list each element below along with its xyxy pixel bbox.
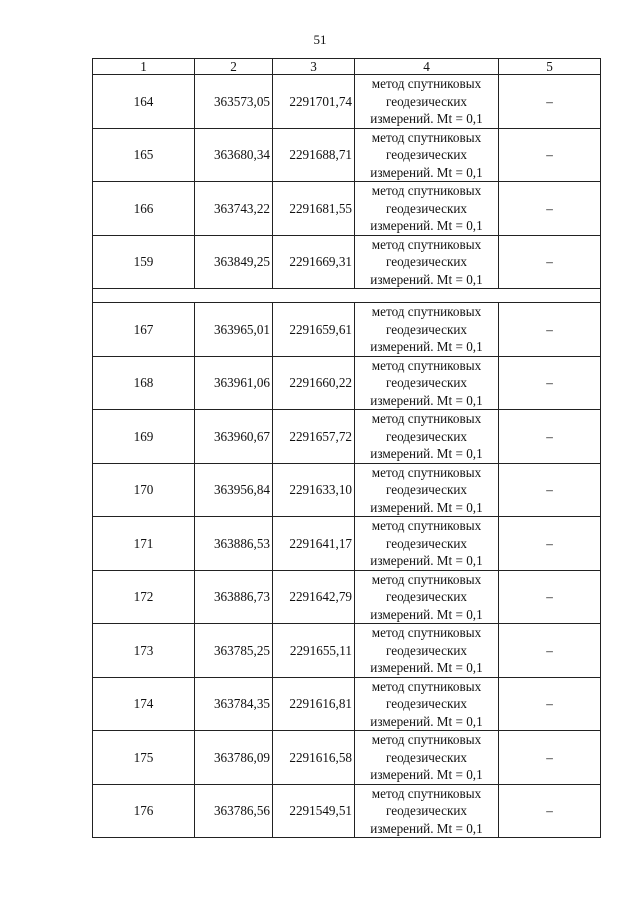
x-coordinate-cell: 363961,06 [195, 356, 273, 410]
note-cell: – [499, 731, 601, 785]
note-cell: – [499, 570, 601, 624]
note-cell: – [499, 128, 601, 182]
method-line: измерений. Mt = 0,1 [370, 606, 483, 622]
method-line: измерений. Mt = 0,1 [370, 499, 483, 515]
y-coordinate-cell: 2291669,31 [273, 235, 355, 289]
point-number-cell: 175 [93, 731, 195, 785]
y-coordinate-cell: 2291655,11 [273, 624, 355, 678]
table-row [93, 182, 601, 236]
point-number-cell: 167 [93, 303, 195, 357]
point-number-cell: 174 [93, 677, 195, 731]
column-header: 1 [93, 59, 195, 75]
method-cell [355, 182, 499, 236]
method-line: метод спутниковых [371, 625, 482, 640]
table-row [93, 517, 601, 571]
y-coordinate-cell: 2291657,72 [273, 410, 355, 464]
y-coordinate-cell: 2291616,58 [273, 731, 355, 785]
method-cell [355, 677, 499, 731]
header-row [93, 59, 601, 75]
note-cell: – [499, 410, 601, 464]
method-line: геодезических [385, 93, 468, 109]
method-line: геодезических [385, 482, 468, 497]
point-number-cell: 164 [93, 75, 195, 129]
table-row [93, 235, 601, 289]
x-coordinate-cell: 363960,67 [195, 410, 273, 464]
page-number: 51 [313, 32, 327, 47]
x-coordinate-cell: 363786,09 [195, 731, 273, 785]
method-line: метод спутниковых [371, 236, 482, 252]
method-line: метод спутниковых [371, 411, 482, 426]
y-coordinate-cell: 2291642,79 [273, 570, 355, 624]
point-number-cell: 170 [93, 463, 195, 517]
table-row [93, 570, 601, 624]
coordinates-table [92, 58, 601, 838]
method-line: геодезических [385, 254, 468, 269]
method-line: геодезических [385, 696, 468, 711]
method-line: метод спутниковых [371, 732, 482, 747]
x-coordinate-cell: 363784,35 [195, 677, 273, 731]
method-line: измерений. Mt = 0,1 [370, 713, 483, 729]
method-line: измерений. Mt = 0,1 [370, 339, 483, 354]
table-row [93, 75, 601, 129]
table-row [93, 410, 601, 464]
method-line: метод спутниковых [371, 518, 482, 533]
y-coordinate-cell: 2291616,81 [273, 677, 355, 731]
point-number-cell: 173 [93, 624, 195, 678]
point-number-cell: 166 [93, 182, 195, 236]
point-number-cell: 169 [93, 410, 195, 464]
point-number-cell: 168 [93, 356, 195, 410]
y-coordinate-cell: 2291681,55 [273, 182, 355, 236]
point-number-cell: 172 [93, 570, 195, 624]
table-row [93, 463, 601, 517]
point-number-cell: 159 [93, 235, 195, 289]
table-row [93, 303, 601, 357]
y-coordinate-cell: 2291633,10 [273, 463, 355, 517]
x-coordinate-cell: 363886,53 [195, 517, 273, 571]
note-cell: – [499, 463, 601, 517]
x-coordinate-cell: 363786,56 [195, 784, 273, 838]
x-coordinate-cell: 363886,73 [195, 570, 273, 624]
method-line: метод спутниковых [371, 304, 482, 319]
method-line: геодезических [385, 589, 468, 604]
point-number-cell: 165 [93, 128, 195, 182]
column-header: 3 [273, 59, 355, 75]
method-cell [355, 517, 499, 571]
note-cell: – [499, 624, 601, 678]
method-line: метод спутниковых [371, 571, 482, 587]
method-cell [355, 463, 499, 517]
note-cell: – [499, 677, 601, 731]
y-coordinate-cell: 2291549,51 [273, 784, 355, 838]
table-body [93, 59, 601, 838]
method-line: метод спутниковых [371, 678, 482, 694]
method-line: метод спутниковых [371, 464, 482, 480]
method-line: геодезических [385, 749, 468, 765]
note-cell: – [499, 182, 601, 236]
method-cell [355, 356, 499, 410]
method-line: метод спутниковых [371, 129, 482, 145]
method-line: геодезических [385, 200, 468, 216]
column-header: 2 [195, 59, 273, 75]
method-line: геодезических [385, 428, 468, 444]
method-cell [355, 570, 499, 624]
method-line: метод спутниковых [371, 357, 482, 373]
method-line: метод спутниковых [371, 76, 482, 91]
method-line: измерений. Mt = 0,1 [370, 820, 483, 836]
y-coordinate-cell: 2291660,22 [273, 356, 355, 410]
x-coordinate-cell: 363743,22 [195, 182, 273, 236]
method-line: измерений. Mt = 0,1 [370, 767, 483, 782]
table-row [93, 128, 601, 182]
method-line: метод спутниковых [371, 183, 482, 198]
method-cell [355, 128, 499, 182]
x-coordinate-cell: 363849,25 [195, 235, 273, 289]
method-cell [355, 784, 499, 838]
method-cell [355, 75, 499, 129]
method-cell [355, 235, 499, 289]
x-coordinate-cell: 363573,05 [195, 75, 273, 129]
method-line: измерений. Mt = 0,1 [370, 111, 483, 126]
y-coordinate-cell: 2291641,17 [273, 517, 355, 571]
method-line: измерений. Mt = 0,1 [370, 271, 483, 287]
method-line: геодезических [385, 321, 468, 337]
method-line: измерений. Mt = 0,1 [370, 553, 483, 568]
method-line: метод спутниковых [371, 785, 482, 801]
note-cell: – [499, 75, 601, 129]
method-line: измерений. Mt = 0,1 [370, 392, 483, 408]
method-line: измерений. Mt = 0,1 [370, 218, 483, 233]
method-line: геодезических [385, 147, 468, 162]
method-line: геодезических [385, 642, 468, 658]
x-coordinate-cell: 363680,34 [195, 128, 273, 182]
point-number-cell: 176 [93, 784, 195, 838]
separator-row [93, 289, 601, 303]
table-row [93, 731, 601, 785]
method-line: геодезических [385, 375, 468, 390]
method-line: геодезических [385, 803, 468, 818]
method-line: измерений. Mt = 0,1 [370, 446, 483, 461]
method-cell [355, 731, 499, 785]
note-cell: – [499, 235, 601, 289]
method-line: измерений. Mt = 0,1 [370, 164, 483, 180]
x-coordinate-cell: 363956,84 [195, 463, 273, 517]
table-row [93, 624, 601, 678]
separator-cell [93, 289, 601, 303]
point-number-cell: 171 [93, 517, 195, 571]
y-coordinate-cell: 2291688,71 [273, 128, 355, 182]
table-row [93, 356, 601, 410]
table-row [93, 677, 601, 731]
x-coordinate-cell: 363965,01 [195, 303, 273, 357]
note-cell: – [499, 303, 601, 357]
note-cell: – [499, 356, 601, 410]
y-coordinate-cell: 2291659,61 [273, 303, 355, 357]
method-cell [355, 303, 499, 357]
note-cell: – [499, 517, 601, 571]
column-header: 4 [355, 59, 499, 75]
method-cell [355, 624, 499, 678]
table-row [93, 784, 601, 838]
x-coordinate-cell: 363785,25 [195, 624, 273, 678]
method-line: измерений. Mt = 0,1 [370, 660, 483, 675]
note-cell: – [499, 784, 601, 838]
y-coordinate-cell: 2291701,74 [273, 75, 355, 129]
method-cell [355, 410, 499, 464]
method-line: геодезических [385, 535, 468, 551]
column-header: 5 [499, 59, 601, 75]
